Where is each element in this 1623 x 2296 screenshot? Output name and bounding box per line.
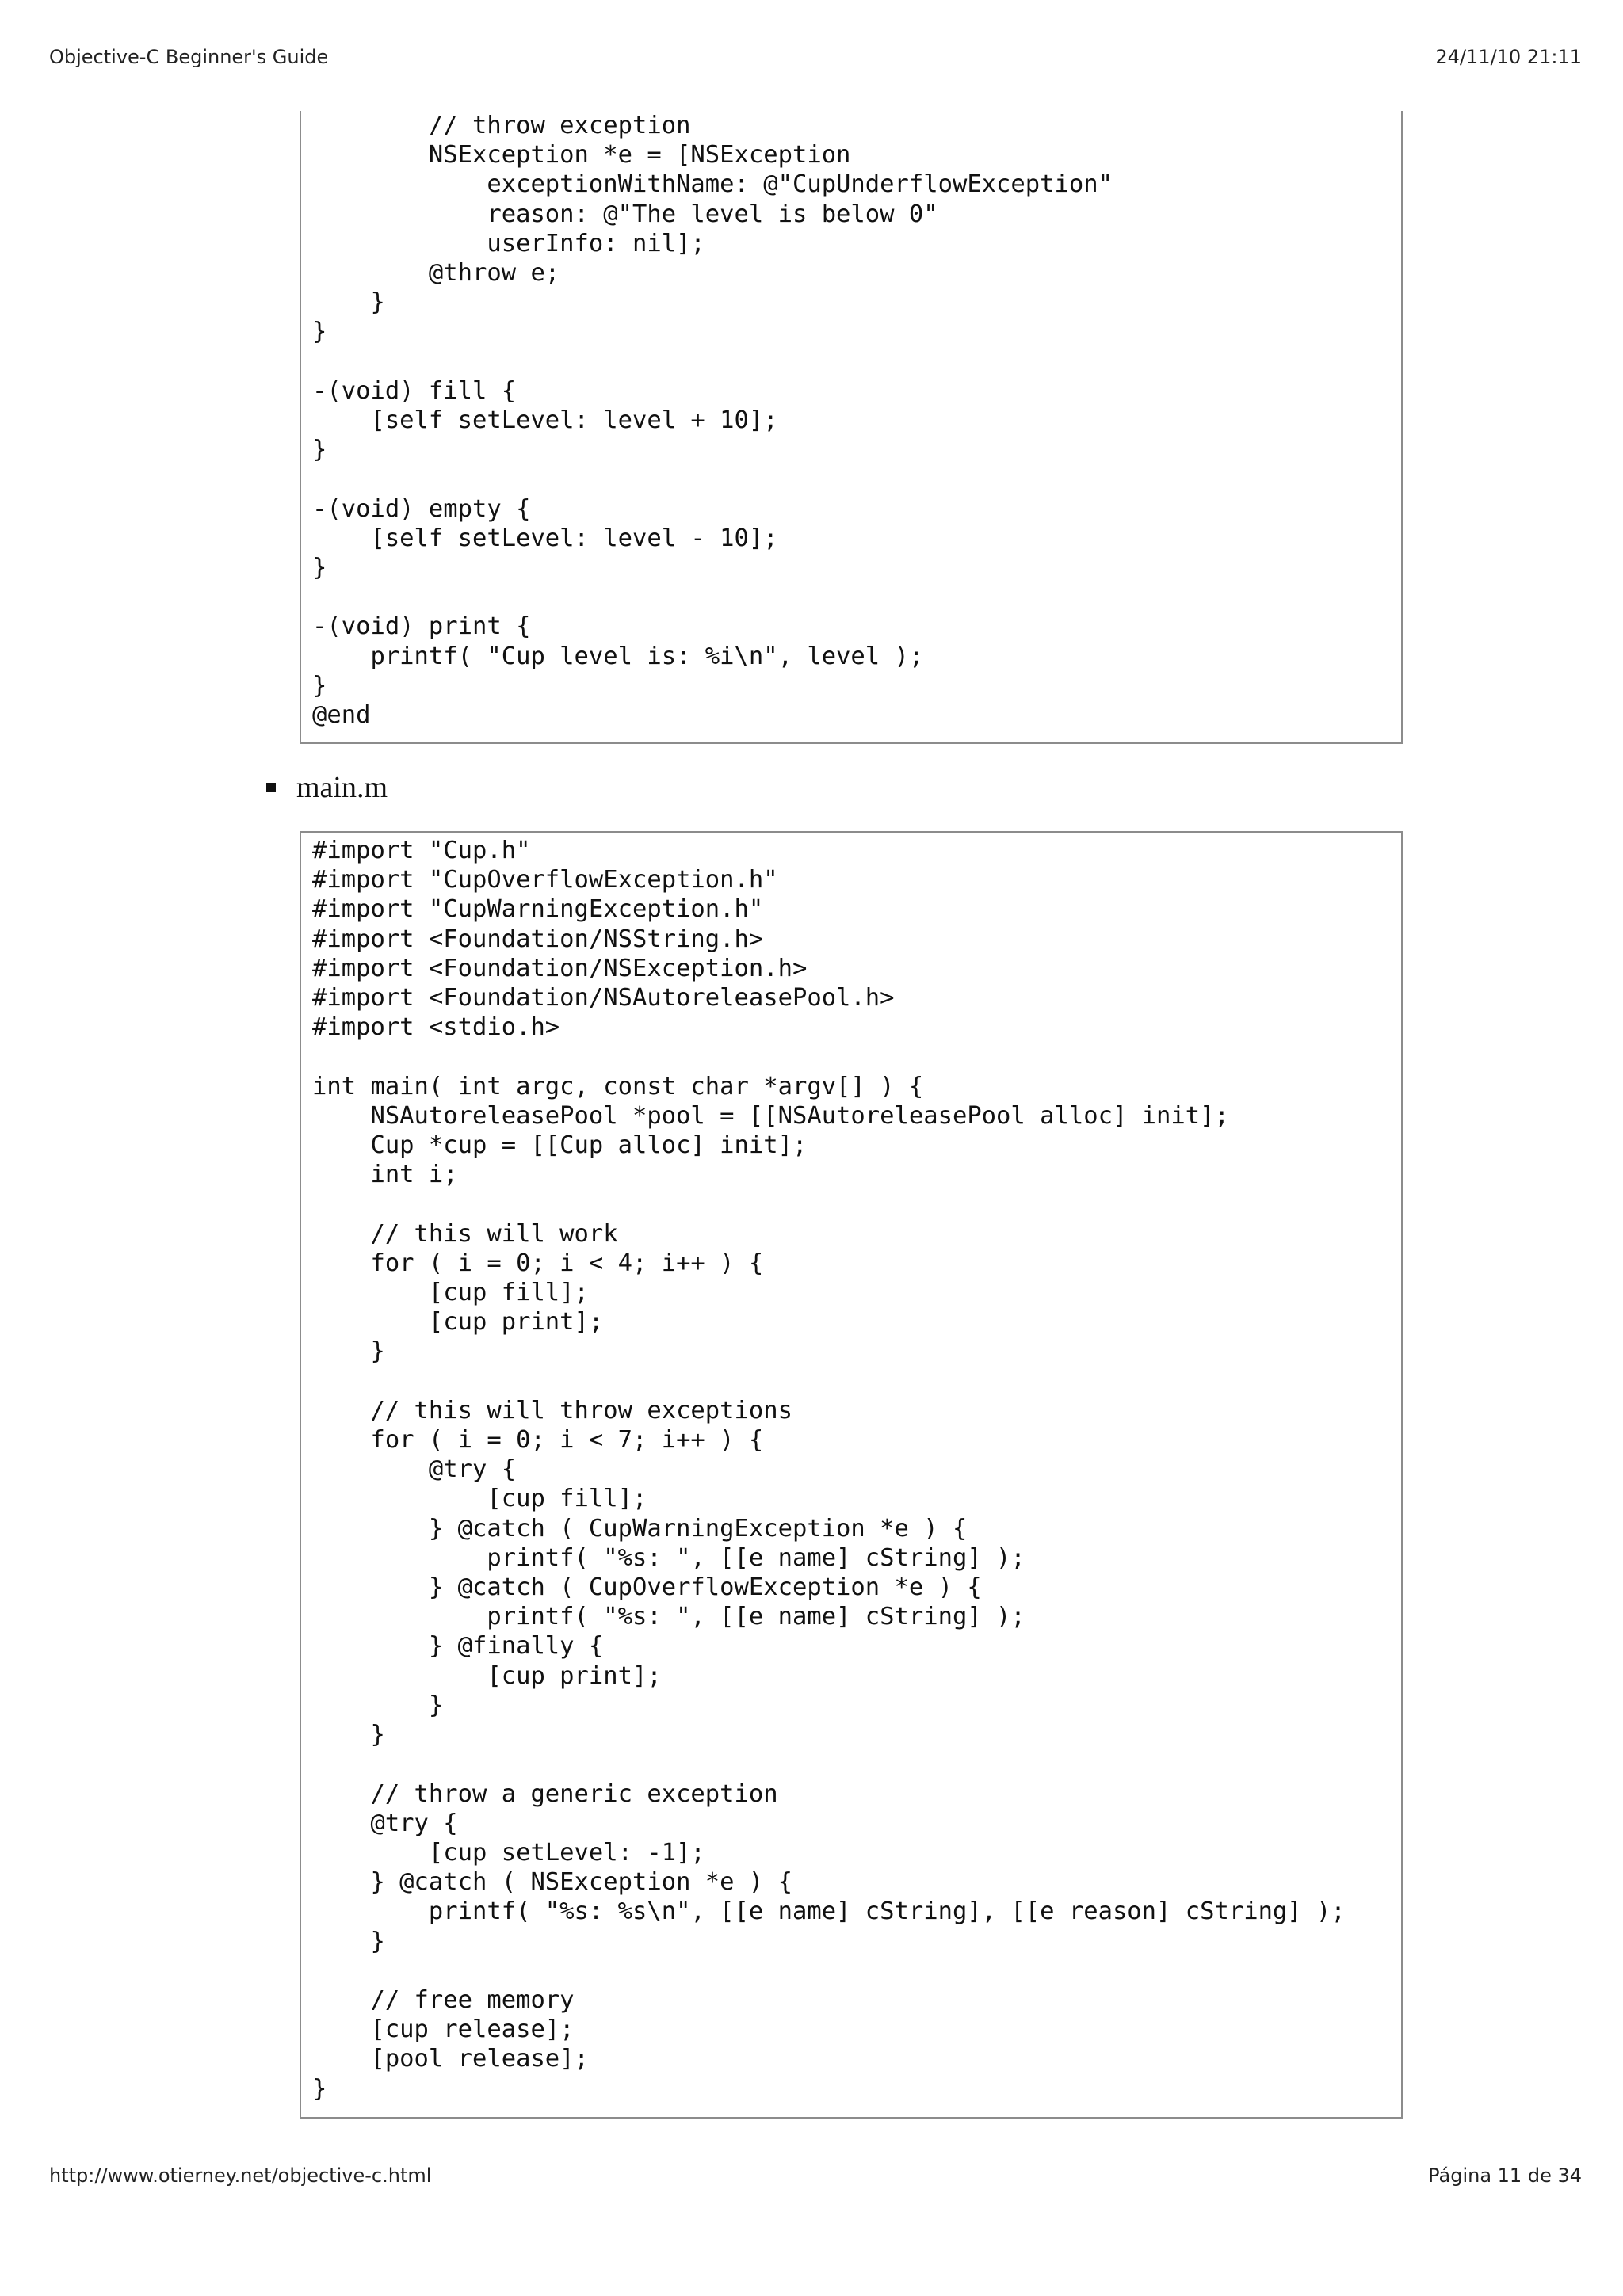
document-title: Objective-C Beginner's Guide [49,46,329,68]
list-item-main-m [266,770,388,805]
code-block-main [300,831,1403,2119]
square-bullet-icon [266,783,276,792]
code-text: // throw exception NSException *e = [NSException exceptionWithName: @"CupUnderflowException" reason: @"The level is below 0" userInfo: nil]; @throw e; } } -(void) fill { [self setLevel: level + 10]; } -(void) empty { [self setLevel: level - 10]; } -(void) print { printf( "Cup level is: %i\n", level ); } @end [312,112,1113,730]
source-url: http://www.otierney.net/objective-c.html [49,2164,432,2187]
code-text: #import "Cup.h" #import "CupOverflowException.h" #import "CupWarningException.h" #import <Foundation/NSString.h> #import <Foundation/NSException.h> #import <Foundation/NSAutoreleasePool.h> #import <stdio.h> int main( int argc, const char *argv[] ) { NSAutoreleasePool *pool = [[NSAutoreleasePool alloc] init]; Cup *cup = [[Cup alloc] init]; int i; // this will work for ( i = 0; i < 4; i++ ) { [cup fill]; [cup print]; } // this will throw exceptions for ( i = 0; i < 7; i++ ) { @try { [cup fill]; } @catch ( CupWarningException *e ) { printf( "%s: ", [[e name] cString] ); } @catch ( CupOverflowException *e ) { printf( "%s: ", [[e name] cString] ); } @finally { [cup print]; } } // throw a generic exception @try { [cup setLevel: -1]; } @catch ( NSException *e ) { printf( "%s: %s\n", [[e name] cString], [[e reason] cString] ); } // free memory [cup release]; [pool release]; } [312,837,1346,2103]
code-block-cup-implementation [300,111,1403,744]
page-number: Página 11 de 34 [1428,2164,1582,2187]
print-datetime: 24/11/10 21:11 [1435,46,1582,68]
file-name-label: main.m [296,771,388,804]
